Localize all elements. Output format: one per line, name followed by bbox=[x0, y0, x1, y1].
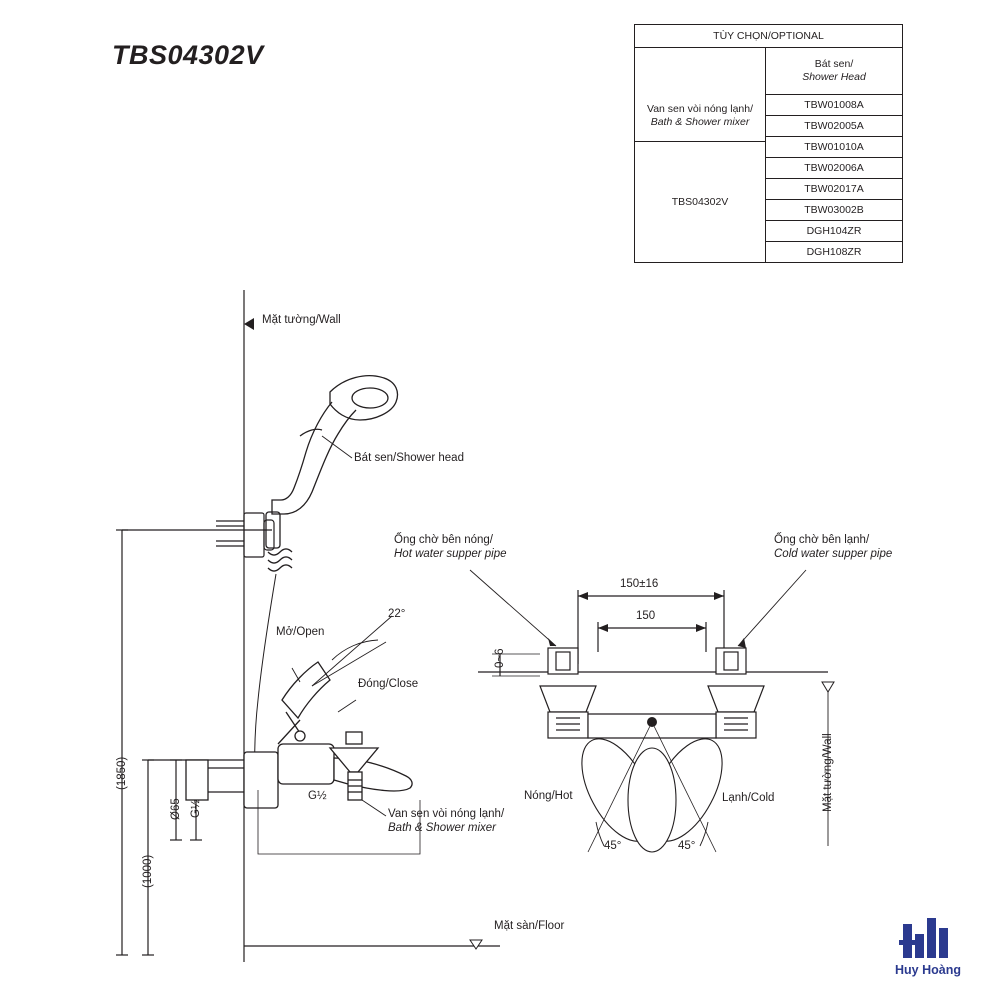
shower-head-code: TBW01008A bbox=[766, 95, 903, 116]
shower-head-code: TBW02006A bbox=[766, 158, 903, 179]
leader-cold-pipe bbox=[738, 570, 806, 646]
floor-arrow-marker bbox=[470, 940, 482, 949]
company-logo bbox=[895, 918, 990, 980]
dim-ghalf-left: G½ bbox=[190, 799, 202, 818]
wall-arrow-marker bbox=[244, 318, 254, 330]
col1-header-vi: Van sen vòi nóng lạnh/ bbox=[646, 102, 754, 115]
shower-head-code: TBW02017A bbox=[766, 179, 903, 200]
dim-d65: Ø65 bbox=[170, 798, 182, 820]
dim-ghalf-right: G½ bbox=[308, 790, 327, 802]
label-cold: Lạnh/Cold bbox=[722, 792, 775, 804]
mixer-body-elevation bbox=[186, 616, 420, 854]
col1-header-en: Bath & Shower mixer bbox=[650, 115, 750, 128]
page-title: TBS04302V bbox=[112, 40, 264, 70]
shower-head-code: DGH108ZR bbox=[766, 242, 903, 263]
leader-hot-pipe bbox=[470, 570, 556, 646]
label-hot: Nóng/Hot bbox=[524, 790, 573, 802]
hand-shower bbox=[266, 376, 398, 571]
label-close: Đóng/Close bbox=[358, 678, 419, 690]
shower-bracket bbox=[244, 513, 264, 557]
leader-shower-head bbox=[322, 436, 352, 458]
leader-close bbox=[338, 700, 356, 712]
dim-1850: (1850) bbox=[116, 756, 128, 790]
shower-head-code: TBW01010A bbox=[766, 137, 903, 158]
label-angle-45-right: 45° bbox=[678, 840, 696, 852]
label-angle-22: 22° bbox=[388, 608, 406, 620]
dim-150-tolerance: 150±16 bbox=[620, 578, 659, 590]
label-wall-right: Mặt tường/Wall bbox=[822, 733, 834, 812]
leader-mixer bbox=[362, 800, 386, 816]
col2-header-vi: Bát sen/ bbox=[814, 58, 854, 70]
dim-0-6: 0~6 bbox=[494, 648, 506, 668]
label-floor: Mặt sàn/Floor bbox=[494, 920, 565, 932]
label-shower-head: Bát sen/Shower head bbox=[354, 452, 464, 464]
label-wall-left: Mặt tường/Wall bbox=[262, 314, 341, 326]
plan-wall-arrow bbox=[822, 682, 834, 692]
shower-head-code: TBW02005A bbox=[766, 116, 903, 137]
label-open: Mở/Open bbox=[276, 626, 325, 638]
col2-header-en: Shower Head bbox=[802, 71, 866, 83]
dim-1000: (1000) bbox=[142, 854, 154, 888]
dim-150: 150 bbox=[636, 610, 656, 622]
label-cold-pipe: Ống chờ bên lạnh/ Cold water supper pipe bbox=[774, 534, 893, 560]
logo-text: Huy Hoàng bbox=[895, 963, 961, 977]
label-angle-45-left: 45° bbox=[604, 840, 622, 852]
plan-spout bbox=[628, 748, 676, 852]
label-hot-pipe: Ống chờ bên nóng/ Hot water supper pipe bbox=[394, 534, 507, 560]
option-table-title: TÙY CHỌN/OPTIONAL bbox=[635, 25, 903, 48]
leader-open bbox=[292, 668, 300, 682]
option-table-model: TBS04302V bbox=[671, 195, 729, 208]
label-mixer: Van sen vòi nóng lạnh/ Bath & Shower mixer bbox=[388, 808, 505, 834]
shower-head-code: TBW03002B bbox=[766, 200, 903, 221]
shower-head-code: DGH104ZR bbox=[766, 221, 903, 242]
